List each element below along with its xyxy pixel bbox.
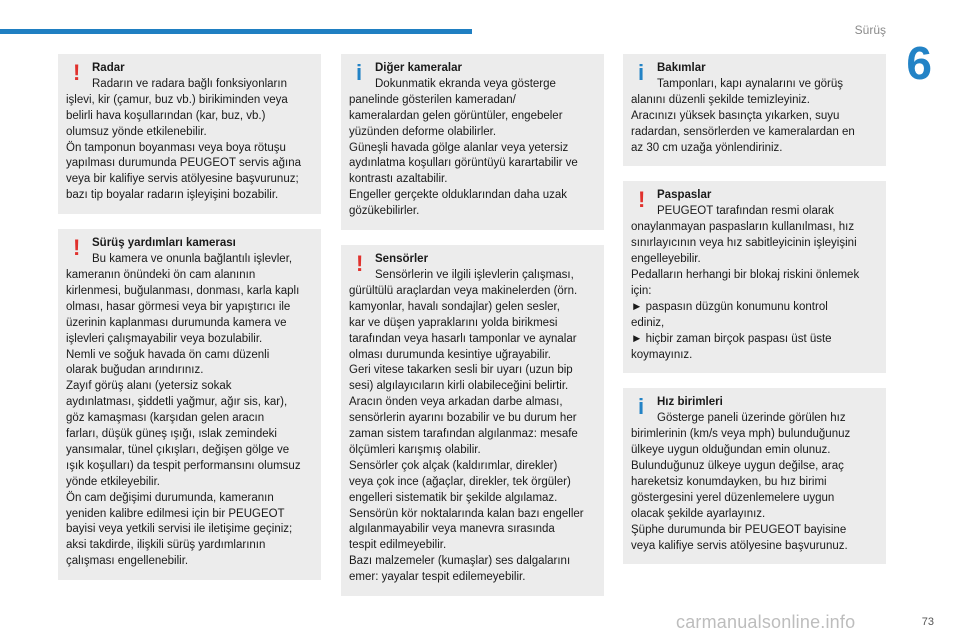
note-line: ölçümleri karışmış olabilir.	[349, 443, 481, 456]
note-line: aksi takdirde, ilişkili sürüş yardımlarının	[66, 539, 266, 552]
note-title: Hız birimleri	[657, 396, 723, 409]
note-line: bazı tip boyalar radarın işleyişini bozabilir.	[66, 189, 279, 202]
note-line: Dokunmatik ekranda veya gösterge	[375, 77, 556, 90]
note-line: kar ve düşen yapraklarını yolda birikmesi	[349, 316, 558, 329]
exclamation-icon: !	[638, 187, 646, 213]
note-line: Bu kamera ve onunla bağlantılı işlevler,	[92, 253, 293, 266]
note-line: Zayıf görüş alanı (yetersiz sokak	[66, 380, 232, 393]
note-line: gözükebilirler.	[349, 205, 420, 218]
note-line: Tamponları, kapı aynalarını ve görüş	[657, 77, 844, 90]
note-line: Bulunduğunuz ülkeye uygun değilse, araç	[631, 460, 844, 473]
note-title: Diğer kameralar	[375, 62, 462, 74]
column-3	[623, 54, 886, 579]
note-line: tarafından veya hasarlı tamponlar ve aynalar	[349, 332, 577, 345]
note-line: emer: yayalar tespit edilemeyebilir.	[349, 571, 526, 584]
note-line: sensörlerin ayarını bozabilir ve bu durum her	[349, 412, 577, 425]
note-line: Aracınızı yüksek basınçta yıkarken, suyu	[631, 109, 840, 122]
info-icon: i	[356, 60, 363, 85]
warning-note	[341, 245, 604, 596]
note-line: ► paspasın düzgün konumunu kontrol	[631, 300, 828, 313]
note-title: Sensörler	[375, 253, 429, 266]
info-note	[341, 54, 604, 230]
note-line: için:	[631, 284, 652, 297]
note-line: kirlenmesi, buğulanması, donması, karla kaplı	[66, 284, 300, 297]
info-icon: i	[638, 394, 645, 420]
exclamation-icon: !	[356, 251, 364, 277]
note-line: işlevi, kir (çamur, buz vb.) birikiminden veya	[66, 93, 288, 106]
note-title: Radar	[92, 62, 125, 74]
note-line: hareketsiz konumdayken, bu hız birimi	[631, 475, 827, 488]
note-line: kameralardan gelen görüntüler, engebeler	[349, 109, 563, 122]
exclamation-icon: !	[73, 60, 81, 85]
note-line: PEUGEOT tarafından resmi olarak	[657, 205, 834, 218]
note-line: yapılması durumunda PEUGEOT servis ağına	[66, 157, 302, 170]
note-line: Gösterge paneli üzerinde görülen hız	[657, 412, 846, 425]
note-line: Güneşli havada gölge alanlar veya yetersiz	[349, 141, 569, 154]
chapter-number: 6	[906, 37, 932, 89]
note-line: alanını düzenli şekilde temizleyiniz.	[631, 93, 810, 106]
note-line: gürültülü araçlardan veya makinelerden (örn.	[349, 284, 578, 297]
note-line: olarak buğudan arındırınız.	[66, 364, 204, 377]
note-line: ► hiçbir zaman birçok paspası üst üste	[631, 332, 832, 345]
info-note	[623, 54, 886, 166]
note-title: Sürüş yardımları kamerası	[92, 237, 236, 250]
note-line: Pedalların herhangi bir blokaj riskini önlemek	[631, 268, 860, 281]
note-line: ışık koşulları) da tespit performansını olumsuz	[66, 459, 301, 472]
note-line: Nemli ve soğuk havada ön camı düzenli	[66, 348, 270, 361]
warning-note	[58, 229, 321, 580]
note-line: Aracın önden veya arkadan darbe alması,	[349, 396, 563, 409]
note-line: yüzünden deforme olabilirler.	[349, 125, 497, 138]
note-line: üzerinin kaplanması durumunda kamera ve	[66, 316, 287, 329]
note-line: yönde etkileyebilir.	[66, 475, 160, 488]
note-line: Şüphe durumunda bir PEUGEOT bayisine	[631, 523, 847, 536]
note-line: kamyonlar, havalı sondajlar) gelen sesler,	[349, 300, 560, 313]
note-line: ediniz,	[631, 316, 665, 329]
note-line: Sensörlerin ve ilgili işlevlerin çalışması,	[375, 268, 574, 281]
note-line: olması, hasar görmesi veya bir yapıştırıcı ile	[66, 300, 291, 313]
note-line: onaylanmayan paspasların kullanılması, hız	[631, 221, 855, 234]
note-line: veya çok ince (ağaçlar, direkler, tek örgüler)	[349, 475, 571, 488]
note-line: engelleri sistematik bir şekilde algılamaz.	[349, 491, 558, 504]
note-line: işlevleri çalışmayabilir veya bozulabilir.	[66, 332, 263, 345]
note-line: tespit edilmeyebilir.	[349, 539, 447, 552]
exclamation-icon: !	[73, 235, 81, 261]
note-line: aydınlatma koşulları görüntüyü karartabilir ve	[349, 157, 578, 170]
note-line: veya bir kalifiye servis atölyesine başvurunuz;	[66, 173, 299, 186]
note-line: ülkeye uygun olduğundan emin olunuz.	[631, 444, 831, 457]
page-number: 73	[921, 616, 934, 628]
note-line: Geri vitese takarken sesli bir uyarı (uzun bip	[349, 364, 573, 377]
note-line: Ön tamponun boyanması veya boya rötuşu	[66, 141, 286, 154]
watermark: carmanualsonline.info	[676, 612, 856, 632]
warning-note	[623, 181, 886, 373]
note-line: az 30 cm uzağa yönlendiriniz.	[631, 141, 783, 154]
note-line: sesi) algılayıcıların kirli olabileceğini belirtir.	[349, 380, 569, 393]
note-title: Paspaslar	[657, 189, 712, 202]
note-line: göz kamaşması (karşıdan gelen aracın	[66, 412, 265, 425]
note-line: birimlerinin (km/s veya mph) bulunduğunuz	[631, 428, 851, 441]
note-line: Bazı malzemeler (kumaşlar) ses dalgalarını	[349, 555, 571, 568]
note-line: Radarın ve radara bağlı fonksiyonların	[92, 77, 287, 90]
note-line: Sensörler çok alçak (kaldırımlar, direkler)	[349, 459, 558, 472]
note-line: veya kalifiye servis atölyesine başvurunuz.	[631, 539, 848, 552]
note-line: engelleyebilir.	[631, 253, 701, 266]
note-line: farları, düşük güneş ışığı, ıslak zemindeki	[66, 428, 277, 441]
note-line: aydınlatması, şiddetli yağmur, ağır sis, kar),	[66, 396, 288, 409]
note-line: panelinde gösterilen kameradan/	[349, 93, 516, 106]
note-line: olması durumunda kesintiye uğrayabilir.	[349, 348, 551, 361]
info-icon: i	[638, 60, 645, 85]
note-line: göstergesini yerel düzenlemelere uygun	[631, 491, 835, 504]
section-title: Sürüş	[854, 23, 886, 37]
info-note	[623, 388, 886, 564]
note-line: yansımalar, tünel çıkışları, değişen gölge ve	[66, 443, 290, 456]
note-line: çalışması engellenebilir.	[66, 555, 189, 568]
note-line: zaman sistem tarafından algılanmaz: mesafe	[349, 428, 578, 441]
note-line: olumsuz yönde etkilenebilir.	[66, 125, 207, 138]
note-line: Engeller gerçekte olduklarından daha uzak	[349, 189, 568, 202]
note-line: algılanmayabilir veya manevra sırasında	[349, 523, 555, 536]
column-1	[58, 54, 321, 595]
note-title: Bakımlar	[657, 62, 706, 74]
note-line: radardan, sensörlerden ve kameralardan en	[631, 125, 855, 138]
note-line: Ön cam değişimi durumunda, kameranın	[66, 491, 274, 504]
warning-note	[58, 54, 321, 214]
column-2	[341, 54, 604, 611]
note-line: koymayınız.	[631, 348, 693, 361]
note-line: kontrastı azaltabilir.	[349, 173, 448, 186]
note-line: sınırlayıcının veya hız sabitleyicinin işleyişini	[631, 237, 857, 250]
note-line: kameranın önündeki ön cam alanının	[66, 268, 256, 281]
note-line: Sensörün kör noktalarında kalan bazı engeller	[349, 507, 584, 520]
note-line: yeniden kalibre edilmesi için bir PEUGEOT	[66, 507, 285, 520]
header-accent-bar	[0, 29, 472, 34]
note-line: belirli hava koşullarından (kar, buz, vb.)	[66, 109, 266, 122]
note-line: olacak şekilde ayarlayınız.	[631, 507, 766, 520]
note-line: bayisi veya yetkili servisi ile iletişime geçiniz;	[66, 523, 293, 536]
